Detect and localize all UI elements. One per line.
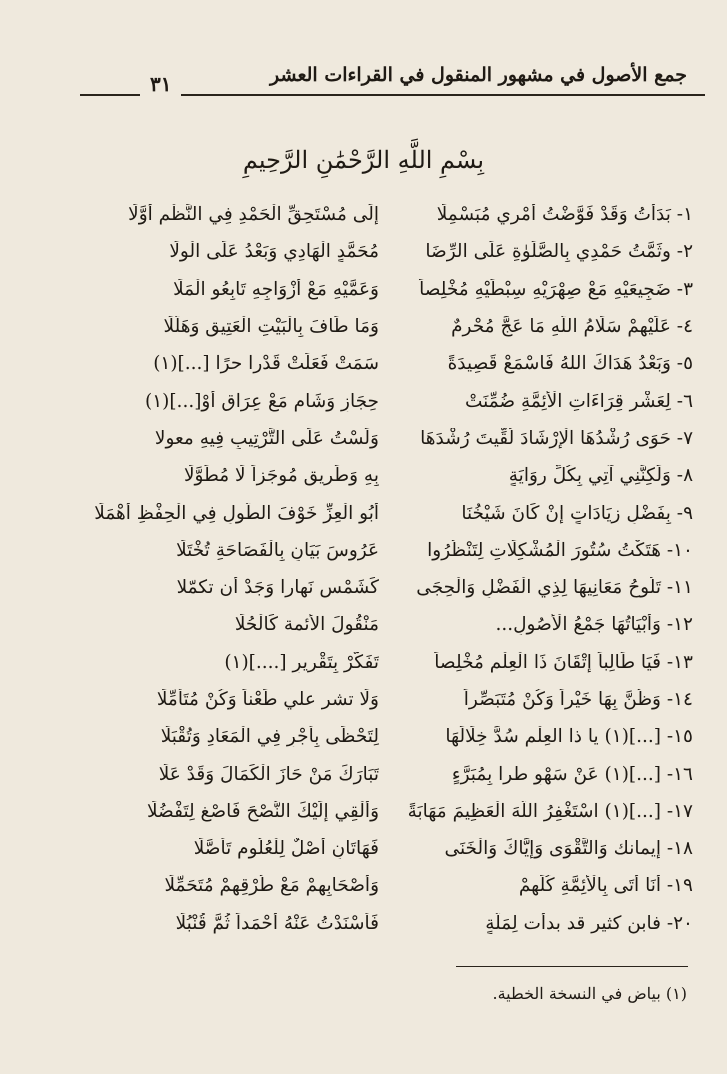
verse-row xyxy=(78,755,693,792)
verse-second-hemistich: أَبُو الْعِزِّ خَوْفَ الطُّولِ فِي الْحِفْظِ أَهْمَلَا xyxy=(94,502,379,524)
verse-second-hemistich: وَلَا تشر علي طَعْناً وَكُنْ مُتَأَمِّلَا xyxy=(156,689,379,710)
verse-first-hemistich: ٣- ضَجِيعَيْهِ مَعْ صِهْرَيْهِ سِبْطَيْهِ مُخْلِصاً xyxy=(419,278,693,300)
verse-second-hemistich: إِلَى مُسْتَحِقِّ الْحَمْدِ فِي النَّظْمِ أَوَّلَا xyxy=(128,204,379,226)
verse-row xyxy=(78,345,693,382)
verse-first-hemistich: ٤- عَلَيْهِمْ سَلَامُ اللَّهِ مَا عَجَّ مُحْرِمٌ xyxy=(451,316,693,338)
verse-second-hemistich: وَأَصْحَابِهِمْ مَعْ طُرْقِهِمْ مُتَحَمِّلَا xyxy=(164,875,379,897)
verse-second-hemistich: فَأَسْنَدْتُ عَنْهُ أَحْمَداً ثُمَّ قُنْبُلَا xyxy=(175,912,379,934)
verse-row xyxy=(78,382,693,419)
verse-first-hemistich: ١٩- أَنَا أَتَى بِالْأَئِمَّةِ كُلِّهِمْ xyxy=(518,875,693,897)
basmala: بِسْمِ اللَّهِ الرَّحْمَٰنِ الرَّحِيمِ xyxy=(242,146,485,174)
verse-second-hemistich: تَفَكَّرْ بِتَقْرِيرٍ [....](١) xyxy=(224,651,379,673)
verse-row xyxy=(78,457,693,494)
verse-first-hemistich: ٢- وثَمَّتُ حَمْدِي بِالصَّلَوٰةِ عَلَى الرِّضَا xyxy=(425,241,693,263)
page-number: ٣١ xyxy=(140,72,181,96)
verse-row xyxy=(78,644,693,681)
verse-first-hemistich: ١٣- فَيَا طَالِباً إِتْقَانَ ذَا الْعِلْمِ مُخْلِصاً xyxy=(434,651,693,673)
verse-second-hemistich: مَنْقُولَ الأئمة كَالْحُلَا xyxy=(234,614,379,636)
verse-first-hemistich: ١٠- هَتَكْتُ سُتُورَ الْمُشْكِلَاتِ لِتَنْظُرُوا xyxy=(427,539,693,561)
verse-first-hemistich: ١٤- وَظُنَّ بِهَا خَيْراً وَكُنْ مُتَبَصِّراً xyxy=(463,689,693,710)
verse-first-hemistich: ٢٠- فابن كثير قد بدأت لِمَلَّةٍ xyxy=(485,912,693,934)
verse-list xyxy=(78,196,693,942)
verse-second-hemistich: بِهِ وَطَرِيقٍ مُوجَزاً لَا مُطَوَّلَا xyxy=(183,465,379,487)
verse-row xyxy=(78,271,693,308)
verse-row xyxy=(78,569,693,606)
verse-first-hemistich: ١٧- [...](١) اسْتَغْفِرُ اللَّهَ الْعَظِيمَ مَهَابَةً xyxy=(407,800,693,822)
verse-second-hemistich: فَهَاتَانِ أَصْلٌ لِلْعُلُومِ تَأَصَّلَا xyxy=(193,838,379,860)
verse-row xyxy=(78,681,693,718)
verse-first-hemistich: ١٥- [...](١) يا ذا العِلْمِ سُدَّ خِلَالَهَا xyxy=(445,726,693,748)
verse-second-hemistich: كَشَمْسٍ نَهارا وَجَدْ أن تكمّلا xyxy=(176,577,379,599)
verse-first-hemistich: ١٨- إيمانك وَالتَّقْوَى وَإِيَّاكَ وَالْخَنَى xyxy=(444,838,693,860)
verse-first-hemistich: ١- بَدَأْتُ وَقَدْ فَوَّضْتُ أَمْرِي مُبَسْمِلَا xyxy=(436,204,693,226)
verse-row xyxy=(78,606,693,643)
verse-first-hemistich: ٥- وَبَعْدُ هَدَاكَ اللهُ فَاسْمَعْ قَصِيدَةً xyxy=(447,353,693,375)
footnote-rule xyxy=(456,966,688,967)
verse-row xyxy=(78,196,693,233)
verse-second-hemistich: مُحَمَّدٍ الْهَادِي وَبَعْدُ عَلَى الْوِلَا xyxy=(169,241,379,263)
verse-second-hemistich: وَلَسْتُ عَلَى التَّرْتِيبِ فِيهِ معولا xyxy=(154,427,379,449)
verse-first-hemistich: ٨- وَلَكِنَّنِي آتِي بِكُلِّ رِوَايَةٍ xyxy=(508,465,693,487)
verse-row xyxy=(78,494,693,531)
verse-second-hemistich: لِتَحْظَى بِأَجْرٍ فِي الْمَعَادِ وَتُقْبَلَا xyxy=(160,726,379,748)
verse-first-hemistich: ١١- تَلُوحُ مَعَانِيهَا لِذِي الْفَضْلِ وَالْحِجَى xyxy=(416,577,693,599)
verse-row xyxy=(78,905,693,942)
footnote: (١) بياض في النسخة الخطية. xyxy=(492,984,687,1003)
verse-row xyxy=(78,793,693,830)
verse-second-hemistich: وَأُلْقِي إِلَيْكَ النُّصْحَ فَاصْغِ لِتَفْضُلَا xyxy=(147,800,379,822)
verse-row xyxy=(78,867,693,904)
verse-second-hemistich: سَمَتْ فَعَلَتْ قَدْرا حرًا [...](١) xyxy=(153,353,379,375)
verse-second-hemistich: وَمَا طَافَ بِالْبَيْتِ الْعَتِيقِ وَهَلَّلَا xyxy=(163,316,379,338)
verse-row xyxy=(78,532,693,569)
verse-second-hemistich: تَبَارَكَ مَنْ حَازَ الْكَمَالَ وَقَدْ عَلَا xyxy=(158,763,379,785)
verse-row xyxy=(78,718,693,755)
verse-first-hemistich: ٧- حَوَى رُشْدُهَا الْإِرْشَادَ لُقِّيتَ رُشْدَهَا xyxy=(420,427,693,449)
header-title: جمع الأصول في مشهور المنقول في القراءات العشر xyxy=(270,64,687,86)
verse-row xyxy=(78,420,693,457)
verse-first-hemistich: ١٢- وَأَبْيَاتُهَا جَمْعُ الْأُصُولِ... xyxy=(495,614,693,636)
verse-first-hemistich: ٦- لِعَشْرِ قِرَاءَاتِ الْأَئِمَّةِ ضُمِّنَتْ xyxy=(464,390,693,412)
verse-row xyxy=(78,233,693,270)
verse-second-hemistich: حِجَازٍ وَشَامٍ مَعْ عِرَاقٍ أُوْ[...](١) xyxy=(144,390,379,412)
verse-row xyxy=(78,308,693,345)
verse-first-hemistich: ١٦- [...](١) عَنْ سَهْوٍ طرا بِمُبَرَّءٍ xyxy=(451,763,693,785)
verse-row xyxy=(78,830,693,867)
verse-first-hemistich: ٩- بِفَضْلِ زِيَادَاتٍ إِنْ كَانَ شَيْخُنَا xyxy=(461,502,693,524)
verse-second-hemistich: وَعَمَّيْهِ مَعْ أَزْوَاجِهِ تَابِعُو الْمَلَا xyxy=(173,278,379,300)
verse-second-hemistich: عَرُوسَ بَيَانٍ بِالْفَصَاحَةِ تُخْتَلَا xyxy=(176,539,379,561)
